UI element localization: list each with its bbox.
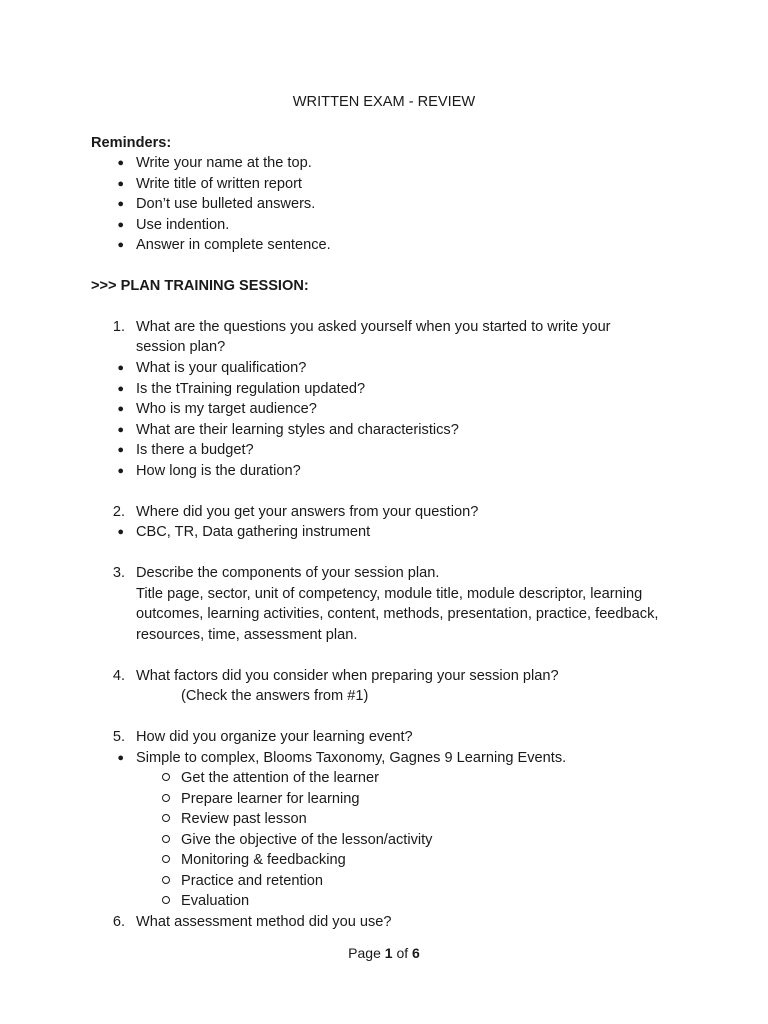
bullet-icon: ● [117,198,124,210]
list-item: ● What are their learning styles and characteristics? [117,422,459,438]
total-page-count: 6 [412,945,420,961]
question-2: 2. Where did you get your answers from your question? [112,504,479,520]
bullet-icon: ● [117,219,124,231]
document-title: WRITTEN EXAM - REVIEW [292,94,476,110]
answer-line: Title page, sector, unit of competency, module title, module descriptor, learning [136,586,643,602]
sub-list-item: Practice and retention [0,871,768,891]
list-item: ● Is there a budget? [117,442,254,458]
question-number: 4. [112,668,125,684]
bullet-icon: ● [117,465,124,477]
question-number: 5. [112,729,125,745]
question-6: 6. What assessment method did you use? [112,914,392,930]
question-1: 1. What are the questions you asked yourself when you started to write your [112,319,611,335]
question-5: 5. How did you organize your learning event? [112,729,413,745]
bullet-icon: ● [117,157,124,169]
answer-line: outcomes, learning activities, content, methods, presentation, practice, feedback, [136,606,659,622]
bullet-icon: ● [117,752,124,764]
page-label: Page [348,945,381,961]
circle-bullet-icon [162,794,170,802]
current-page-number: 1 [384,945,393,961]
page-of-label: of [396,945,409,961]
sub-list-item: Give the objective of the lesson/activity [0,830,768,850]
bullet-icon: ● [117,403,124,415]
answer-line: resources, time, assessment plan. [136,627,358,643]
bullet-icon: ● [117,526,124,538]
bullet-icon: ● [117,362,124,374]
circle-bullet-icon [162,835,170,843]
circle-bullet-icon [162,814,170,822]
list-item: ● What is your qualification? [117,360,307,376]
sub-list-item: Prepare learner for learning [0,789,768,809]
sub-list-item: Review past lesson [0,809,768,829]
circle-bullet-icon [162,855,170,863]
bullet-icon: ● [117,239,124,251]
circle-bullet-icon [162,896,170,904]
question-4: 4. What factors did you consider when preparing your session plan? [112,668,559,684]
bullet-icon: ● [117,444,124,456]
circle-bullet-icon [162,876,170,884]
reminder-item: ● Use indention. [117,217,230,233]
sub-list-item: Monitoring & feedbacking [0,850,768,870]
question-number: 2. [112,504,125,520]
question-number: 6. [112,914,125,930]
reminder-item: ● Don’t use bulleted answers. [117,196,316,212]
list-item: ● Is the tTraining regulation updated? [117,381,366,397]
reminder-item: ● Write your name at the top. [117,155,312,171]
question-1-continued: session plan? [136,339,226,355]
bullet-icon: ● [117,383,124,395]
reminders-heading: Reminders: [91,135,172,151]
reminder-item: ● Answer in complete sentence. [117,237,331,253]
section-heading: >>> PLAN TRAINING SESSION: [91,278,309,294]
bullet-icon: ● [117,424,124,436]
question-4-note: (Check the answers from #1) [181,688,369,704]
page-footer [0,943,768,963]
sub-list-item: Get the attention of the learner [0,768,768,788]
question-3: 3. Describe the components of your session plan. [112,565,440,581]
list-item: ● Who is my target audience? [117,401,317,417]
list-item: ● CBC, TR, Data gathering instrument [117,524,371,540]
question-number: 3. [112,565,125,581]
bullet-icon: ● [117,178,124,190]
circle-bullet-icon [162,773,170,781]
reminder-item: ● Write title of written report [117,176,302,192]
sub-list-item: Evaluation [0,891,768,911]
list-item: ● Simple to complex, Blooms Taxonomy, Gagnes 9 Learning Events. [117,750,567,766]
question-number: 1. [112,319,125,335]
list-item: ● How long is the duration? [117,463,301,479]
